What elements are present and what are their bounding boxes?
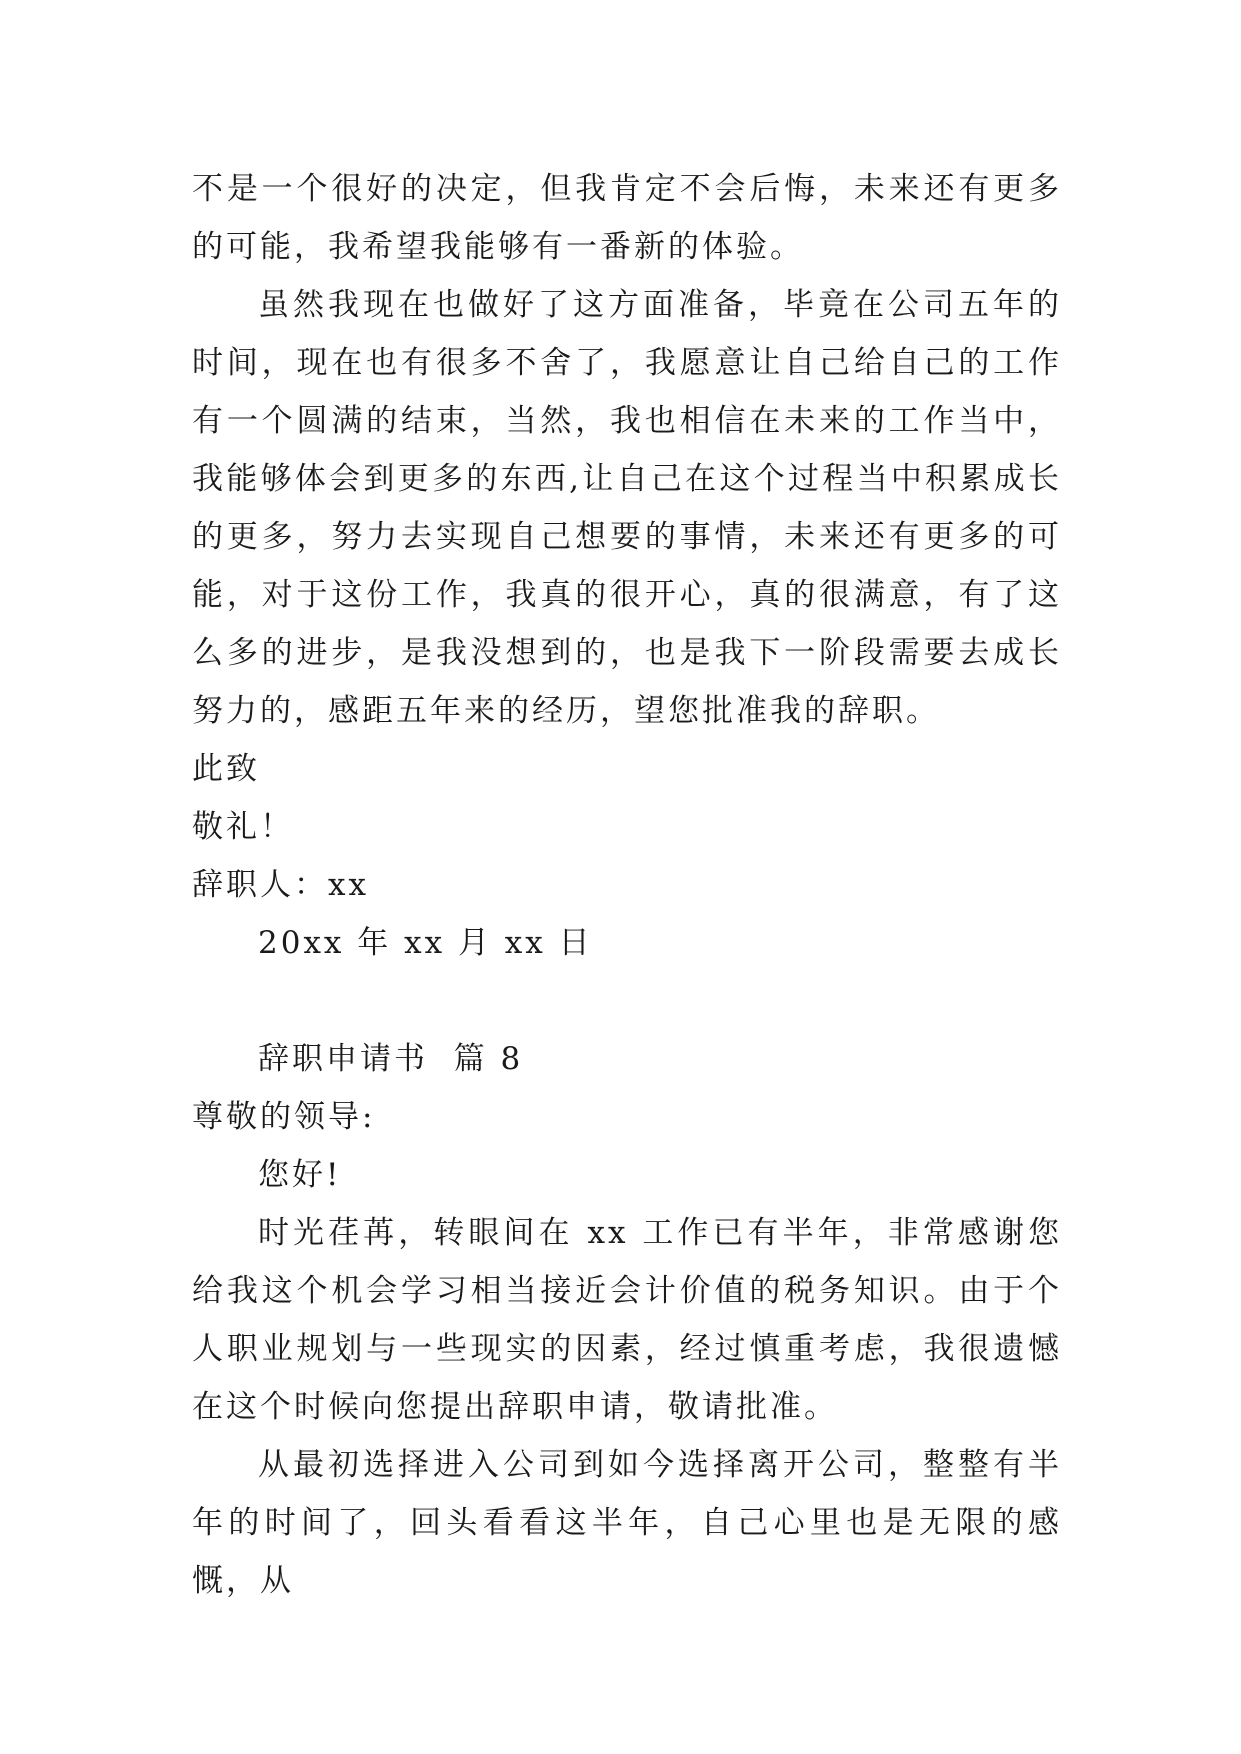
- document-body: [192, 160, 1062, 1610]
- date-line: 20xx 年 xx 月 xx 日: [258, 925, 593, 961]
- greeting: 您好!: [258, 1157, 342, 1193]
- closing-salute: 敬礼！: [192, 809, 294, 845]
- salutation: 尊敬的领导:: [192, 1099, 376, 1135]
- body-paragraph: 虽然我现在也做好了这方面准备，毕竟在公司五年的时间，现在也有很多不舍了，我愿意让自己给自己的工作有一个圆满的结束，当然，我也相信在未来的工作当中，我能够体会到更多的东西,让自己在这个过程当中积累成长的更多，努力去实现自己想要的事情，未来还有更多的可能，对于这份工作，我真的很开心，真的很满意，有了这么多的进步，是我没想到的，也是我下一阶段需要去成长努力的，感距五年来的经历，望您批准我的辞职。: [192, 287, 1062, 729]
- closing-line: 此致: [192, 751, 260, 787]
- section-spacer: [192, 972, 1062, 1030]
- body-paragraph: 时光荏苒，转眼间在 xx 工作已有半年，非常感谢您给我这个机会学习相当接近会计价值的税务知识。由于个人职业规划与一些现实的因素，经过慎重考虑，我很遗憾在这个时候向您提出辞职申请，敬请批准。: [192, 1215, 1062, 1425]
- body-paragraph: 不是一个很好的决定，但我肯定不会后悔，未来还有更多的可能，我希望我能够有一番新的体验。: [192, 171, 1062, 265]
- signer-line: 辞职人：xx: [192, 867, 369, 903]
- section-title: 辞职申请书 篇 8: [258, 1041, 524, 1077]
- body-paragraph: 从最初选择进入公司到如今选择离开公司，整整有半年的时间了，回头看看这半年，自己心里也是无限的感慨，从: [192, 1447, 1062, 1599]
